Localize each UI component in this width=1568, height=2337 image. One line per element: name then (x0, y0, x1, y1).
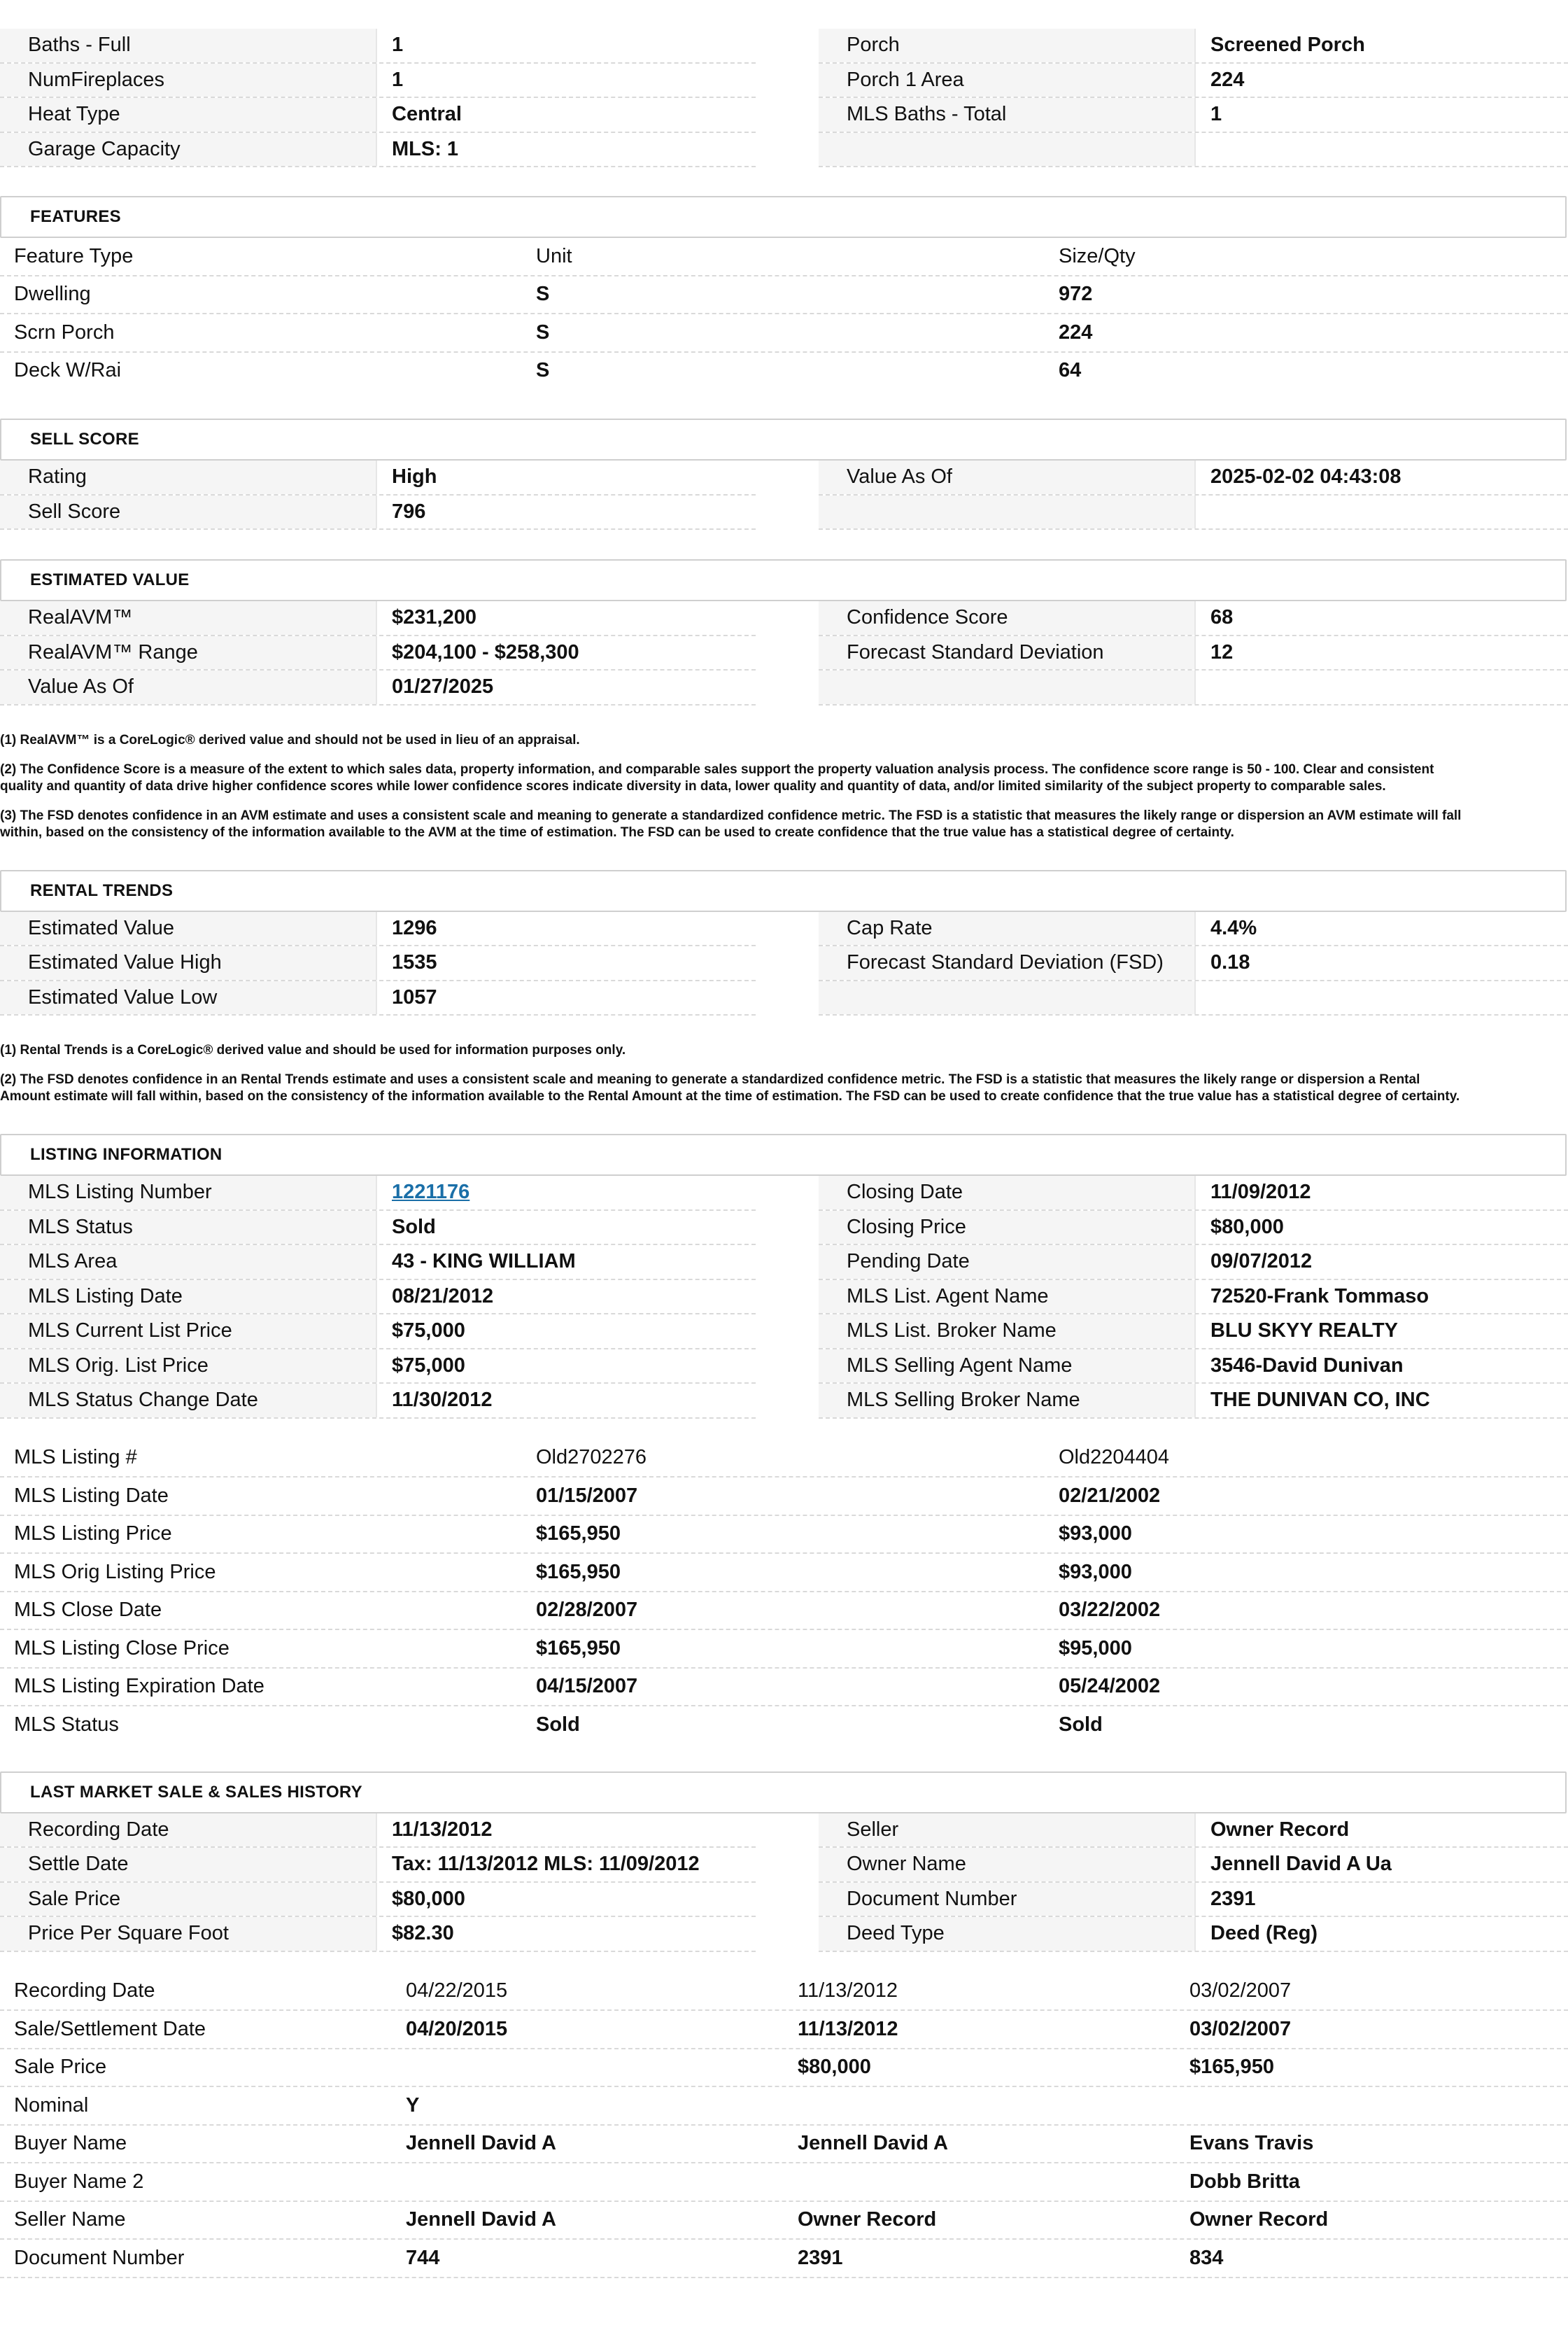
table-cell: $93,000 (1059, 1560, 1132, 1583)
section-title: LISTING INFORMATION (30, 1145, 223, 1164)
detail-label: Closing Price (819, 1211, 1196, 1244)
detail-label: MLS Status Change Date (0, 1384, 377, 1417)
table-cell: 02/28/2007 (536, 1599, 638, 1622)
detail-row (819, 1848, 1568, 1883)
detail-label: RealAVM™ Range (0, 636, 377, 670)
table-cell: 03/22/2002 (1059, 1599, 1161, 1622)
table-row (0, 2011, 1568, 2049)
table-cell: MLS Status (14, 1713, 119, 1736)
detail-row (0, 636, 756, 671)
detail-row (0, 671, 756, 706)
table-cell: Seller Name (14, 2208, 126, 2231)
detail-value: 1057 (392, 985, 437, 1009)
table-cell: 03/02/2007 (1189, 2017, 1292, 2040)
table-row (0, 2126, 1568, 2164)
detail-label: MLS Baths - Total (819, 98, 1196, 132)
detail-row (0, 496, 756, 531)
detail-value: 11/09/2012 (1210, 1181, 1311, 1204)
sell-score-section-header (0, 419, 1567, 461)
table-cell: Sold (1059, 1713, 1103, 1736)
detail-label: MLS List. Broker Name (819, 1314, 1196, 1348)
detail-value: $80,000 (392, 1887, 465, 1910)
detail-value: $82.30 (392, 1922, 454, 1945)
listing-left (0, 1176, 756, 1419)
detail-value: $75,000 (392, 1354, 465, 1377)
detail-value: 796 (392, 500, 426, 523)
detail-value: Tax: 11/13/2012 MLS: 11/09/2012 (392, 1853, 700, 1876)
table-cell: 01/15/2007 (536, 1484, 638, 1507)
listing-right (819, 1176, 1568, 1419)
table-cell: Buyer Name (14, 2132, 127, 2155)
table-cell: 04/15/2007 (536, 1675, 638, 1698)
detail-row (819, 946, 1568, 981)
rental-trends-right (819, 912, 1568, 1016)
table-cell: S (536, 321, 550, 344)
section-title: FEATURES (30, 207, 121, 226)
detail-value: 0.18 (1210, 951, 1250, 974)
detail-row (0, 1349, 756, 1384)
footnote: (1) Rental Trends is a CoreLogic® derived value and should be used for information purposes only. (0, 1043, 626, 1058)
detail-row (819, 1176, 1568, 1211)
table-cell: $165,950 (536, 1522, 621, 1545)
detail-label: Cap Rate (819, 912, 1196, 946)
rental-trends-left (0, 912, 756, 1016)
detail-label: MLS Area (0, 1245, 377, 1279)
table-cell: MLS Close Date (14, 1599, 162, 1622)
table-row (0, 276, 1568, 315)
detail-row (819, 133, 1568, 168)
table-cell: Dobb Britta (1189, 2170, 1300, 2193)
estimated-value-right (819, 601, 1568, 706)
detail-label: Rating (0, 461, 377, 494)
table-cell: Sold (536, 1713, 580, 1736)
detail-label: MLS Selling Broker Name (819, 1384, 1196, 1417)
estimated-value-left (0, 601, 756, 706)
section-title: ESTIMATED VALUE (30, 570, 190, 589)
detail-value (1196, 133, 1568, 167)
table-cell: Document Number (14, 2246, 185, 2269)
table-row (0, 1592, 1568, 1631)
detail-value: 1 (1210, 103, 1222, 126)
table-cell: Jennell David A (406, 2208, 556, 2231)
detail-value: BLU SKYY REALTY (1210, 1319, 1399, 1342)
detail-label: Heat Type (0, 98, 377, 132)
table-cell: 11/13/2012 (798, 2017, 898, 2040)
detail-row (0, 1813, 756, 1848)
detail-value: 3546-David Dunivan (1210, 1354, 1404, 1377)
table-cell: Scrn Porch (14, 321, 115, 344)
table-row (0, 2049, 1568, 2088)
rental-trends-notes (0, 1042, 1568, 1105)
detail-row (0, 946, 756, 981)
table-row (0, 2087, 1568, 2126)
detail-row (0, 98, 756, 133)
table-cell: 744 (406, 2246, 440, 2269)
table-cell: 05/24/2002 (1059, 1675, 1161, 1698)
detail-label: Estimated Value Low (0, 981, 377, 1015)
detail-row (819, 1245, 1568, 1280)
detail-row (819, 1883, 1568, 1918)
detail-row (819, 1917, 1568, 1952)
detail-row (819, 1314, 1568, 1349)
sell-score-right (819, 461, 1568, 530)
detail-row (819, 1280, 1568, 1315)
detail-value: Owner Record (1210, 1818, 1350, 1841)
detail-value: 68 (1210, 606, 1234, 629)
column-header: Unit (536, 244, 572, 267)
detail-value: Sold (392, 1215, 436, 1238)
detail-label (819, 496, 1196, 529)
detail-label (819, 981, 1196, 1015)
detail-value: 72520-Frank Tommaso (1210, 1284, 1429, 1307)
footnote: (2) The FSD denotes confidence in an Rental Trends estimate and uses a consistent scale and meaning to generate a standardized confidence metric. The FSD is a statistic that measures the likely range or dispersion a Rental Amount estimate will fall within, based on the consistency of the information available to the Rental Amount at the time of estimation. The FSD can be used to create confidence that the true value has a statistical degree of certainty. (0, 1072, 1460, 1104)
sell-score-details (0, 461, 1568, 530)
table-cell: S (536, 283, 550, 306)
detail-value (1196, 496, 1568, 529)
detail-value: 4.4% (1210, 916, 1257, 939)
footnote: (3) The FSD denotes confidence in an AVM estimate and uses a consistent scale and meaning to generate a standardized confidence metric. The FSD is a statistic that measures the likely range or dispersion an AVM estimate will fall within, based on the consistency of the information available to the AVM at the time of estimation. The FSD can be used to create confidence that the true value has a statistical degree of certainty. (0, 808, 1462, 840)
detail-label: Seller (819, 1813, 1196, 1847)
detail-label: MLS Orig. List Price (0, 1349, 377, 1383)
table-row (0, 1516, 1568, 1555)
detail-label: MLS Current List Price (0, 1314, 377, 1348)
table-row (0, 2163, 1568, 2202)
detail-label: RealAVM™ (0, 601, 377, 635)
top-details-left (0, 29, 756, 167)
detail-value: 09/07/2012 (1210, 1250, 1313, 1273)
detail-value: THE DUNIVAN CO, INC (1210, 1389, 1430, 1412)
column-header: Size/Qty (1059, 244, 1136, 267)
estimated-value-details (0, 601, 1568, 706)
detail-label: MLS Listing Number (0, 1176, 377, 1209)
table-cell: Owner Record (798, 2208, 937, 2231)
detail-label: MLS List. Agent Name (819, 1280, 1196, 1314)
table-header (0, 1440, 1568, 1478)
detail-row (0, 29, 756, 64)
table-header (0, 1973, 1568, 2012)
detail-label: Porch (819, 29, 1196, 62)
detail-label: Value As Of (0, 671, 377, 704)
table-cell: MLS Listing Date (14, 1484, 169, 1507)
rental-trends-details (0, 912, 1568, 1016)
table-row (0, 1706, 1568, 1743)
table-cell: $95,000 (1059, 1636, 1132, 1659)
table-cell: Jennell David A (798, 2132, 948, 2155)
detail-value: Jennell David A Ua (1210, 1853, 1392, 1876)
table-row (0, 1554, 1568, 1592)
detail-value: 43 - KING WILLIAM (392, 1250, 576, 1273)
detail-label: Owner Name (819, 1848, 1196, 1881)
detail-value: $204,100 - $258,300 (392, 640, 579, 664)
footnote: (1) RealAVM™ is a CoreLogic® derived value and should not be used in lieu of an appraisal. (0, 732, 580, 748)
detail-row (819, 636, 1568, 671)
detail-row (0, 1917, 756, 1952)
footnote: (2) The Confidence Score is a measure of the extent to which sales data, property information, and comparable sales support the property valuation analysis process. The confidence score range is 50 - 100. Clear and consistent quality and quantity of data drive higher confidence scores while lower confidence scores indicate diversity in data, lower quality and quantity of data, and/or limited similarity of the subject property to comparable sales. (0, 762, 1434, 794)
table-cell: 02/21/2002 (1059, 1484, 1161, 1507)
column-header: 11/13/2012 (798, 1979, 898, 2002)
detail-label (819, 133, 1196, 167)
detail-label: Price Per Square Foot (0, 1917, 377, 1951)
table-cell: Nominal (14, 2093, 89, 2117)
listing-information-section-header (0, 1134, 1567, 1176)
sales-history-table (0, 1973, 1568, 2278)
detail-label: MLS Selling Agent Name (819, 1349, 1196, 1383)
detail-label: Sale Price (0, 1883, 377, 1916)
detail-value: 1296 (392, 916, 437, 939)
table-cell: $93,000 (1059, 1522, 1132, 1545)
table-cell: 2391 (798, 2246, 843, 2269)
detail-value: 11/13/2012 (392, 1818, 493, 1841)
detail-label: Baths - Full (0, 29, 377, 62)
detail-row (819, 1384, 1568, 1419)
detail-value: 2025-02-02 04:43:08 (1210, 465, 1401, 489)
detail-value: 08/21/2012 (392, 1284, 494, 1307)
detail-value: Screened Porch (1210, 34, 1365, 57)
mls-listing-number-link[interactable]: 1221176 (392, 1181, 470, 1204)
table-cell: 224 (1059, 321, 1093, 344)
table-cell: Deck W/Rai (14, 359, 122, 382)
section-title: LAST MARKET SALE & SALES HISTORY (30, 1782, 362, 1802)
detail-value: 1 (392, 34, 404, 57)
detail-row (819, 671, 1568, 706)
detail-row (0, 1384, 756, 1419)
detail-row (819, 1813, 1568, 1848)
table-cell: $165,950 (536, 1560, 621, 1583)
column-header: Feature Type (14, 244, 134, 267)
detail-value: Deed (Reg) (1210, 1922, 1318, 1945)
detail-row (819, 64, 1568, 99)
detail-value: 1 (392, 68, 404, 91)
table-cell: S (536, 359, 550, 382)
last-market-sale-section-header (0, 1771, 1567, 1813)
sell-score-left (0, 461, 756, 530)
detail-label (819, 671, 1196, 704)
detail-row (0, 1280, 756, 1315)
listing-details (0, 1176, 1568, 1419)
estimated-value-notes (0, 732, 1568, 841)
last-sale-left (0, 1813, 756, 1952)
table-cell: Sale Price (14, 2056, 107, 2079)
table-cell: Owner Record (1189, 2208, 1329, 2231)
section-title: RENTAL TRENDS (30, 880, 174, 900)
detail-row (0, 133, 756, 168)
detail-row (819, 1211, 1568, 1246)
detail-row (0, 1211, 756, 1246)
detail-value: 2391 (1210, 1887, 1256, 1910)
detail-label: Pending Date (819, 1245, 1196, 1279)
detail-label: Recording Date (0, 1813, 377, 1847)
table-cell: $165,950 (536, 1636, 621, 1659)
table-cell: Jennell David A (406, 2132, 556, 2155)
detail-label: MLS Status (0, 1211, 377, 1244)
table-cell: MLS Listing Close Price (14, 1636, 229, 1659)
section-title: SELL SCORE (30, 430, 139, 449)
detail-row (0, 1883, 756, 1918)
table-row (0, 314, 1568, 353)
detail-row (0, 64, 756, 99)
detail-row (819, 981, 1568, 1016)
detail-row (0, 461, 756, 496)
table-row (0, 1478, 1568, 1516)
detail-label: Deed Type (819, 1917, 1196, 1951)
column-header: Recording Date (14, 1979, 155, 2002)
table-row (0, 2202, 1568, 2240)
detail-value: 11/30/2012 (392, 1389, 493, 1412)
top-details-right (819, 29, 1568, 167)
table-cell: Sale/Settlement Date (14, 2017, 206, 2040)
detail-value: Central (392, 103, 462, 126)
last-sale-right (819, 1813, 1568, 1952)
table-cell: 972 (1059, 283, 1093, 306)
table-row (0, 1630, 1568, 1669)
estimated-value-section-header (0, 559, 1567, 601)
detail-label: Value As Of (819, 461, 1196, 494)
detail-value: 224 (1210, 68, 1245, 91)
detail-label: Forecast Standard Deviation (FSD) (819, 946, 1196, 980)
detail-label: NumFireplaces (0, 64, 377, 97)
column-header: 03/02/2007 (1189, 1979, 1292, 2002)
column-header: 04/22/2015 (406, 1979, 508, 2002)
table-header (0, 238, 1568, 276)
detail-row (819, 912, 1568, 947)
detail-row (0, 1848, 756, 1883)
detail-label: Forecast Standard Deviation (819, 636, 1196, 670)
detail-label: Estimated Value (0, 912, 377, 946)
detail-value-cell (377, 1176, 756, 1209)
top-details (0, 0, 1568, 167)
table-cell: MLS Orig Listing Price (14, 1560, 216, 1583)
features-table (0, 238, 1568, 389)
table-cell: 64 (1059, 359, 1082, 382)
detail-row (0, 1176, 756, 1211)
rental-trends-section-header (0, 870, 1567, 912)
detail-value: 12 (1210, 640, 1234, 664)
table-cell: MLS Listing Price (14, 1522, 172, 1545)
detail-label: Confidence Score (819, 601, 1196, 635)
detail-value (1196, 671, 1568, 704)
mls-history-table (0, 1440, 1568, 1743)
column-header: Old2702276 (536, 1446, 647, 1469)
detail-row (0, 1245, 756, 1280)
detail-value: MLS: 1 (392, 137, 459, 160)
table-cell: Y (406, 2093, 420, 2117)
table-row (0, 2240, 1568, 2278)
table-cell: 04/20/2015 (406, 2017, 508, 2040)
detail-label: Garage Capacity (0, 133, 377, 167)
detail-row (0, 1314, 756, 1349)
detail-row (819, 98, 1568, 133)
table-cell: MLS Listing Expiration Date (14, 1675, 264, 1698)
detail-label: Estimated Value High (0, 946, 377, 980)
detail-value (1196, 981, 1568, 1015)
detail-value: 01/27/2025 (392, 675, 494, 699)
detail-row (0, 981, 756, 1016)
detail-label: Settle Date (0, 1848, 377, 1881)
detail-row (0, 601, 756, 636)
table-cell: Dwelling (14, 283, 91, 306)
detail-label: MLS Listing Date (0, 1280, 377, 1314)
detail-label: Sell Score (0, 496, 377, 529)
detail-row (0, 912, 756, 947)
table-row (0, 1669, 1568, 1707)
detail-value: $80,000 (1210, 1215, 1284, 1238)
detail-value: $75,000 (392, 1319, 465, 1342)
column-header: MLS Listing # (14, 1446, 137, 1469)
table-cell: Buyer Name 2 (14, 2170, 144, 2193)
detail-value: $231,200 (392, 606, 476, 629)
detail-value: 1535 (392, 951, 437, 974)
detail-row (819, 496, 1568, 531)
detail-label: Closing Date (819, 1176, 1196, 1209)
table-cell: $165,950 (1189, 2056, 1274, 2079)
detail-value: High (392, 465, 437, 489)
column-header: Old2204404 (1059, 1446, 1170, 1469)
table-cell: $80,000 (798, 2056, 871, 2079)
table-row (0, 353, 1568, 390)
detail-row (819, 601, 1568, 636)
detail-row (819, 1349, 1568, 1384)
detail-label: Document Number (819, 1883, 1196, 1916)
last-sale-details (0, 1813, 1568, 1952)
table-cell: Evans Travis (1189, 2132, 1314, 2155)
detail-row (819, 461, 1568, 496)
table-cell: 834 (1189, 2246, 1224, 2269)
detail-row (819, 29, 1568, 64)
detail-label: Porch 1 Area (819, 64, 1196, 97)
features-section-header (0, 196, 1567, 238)
